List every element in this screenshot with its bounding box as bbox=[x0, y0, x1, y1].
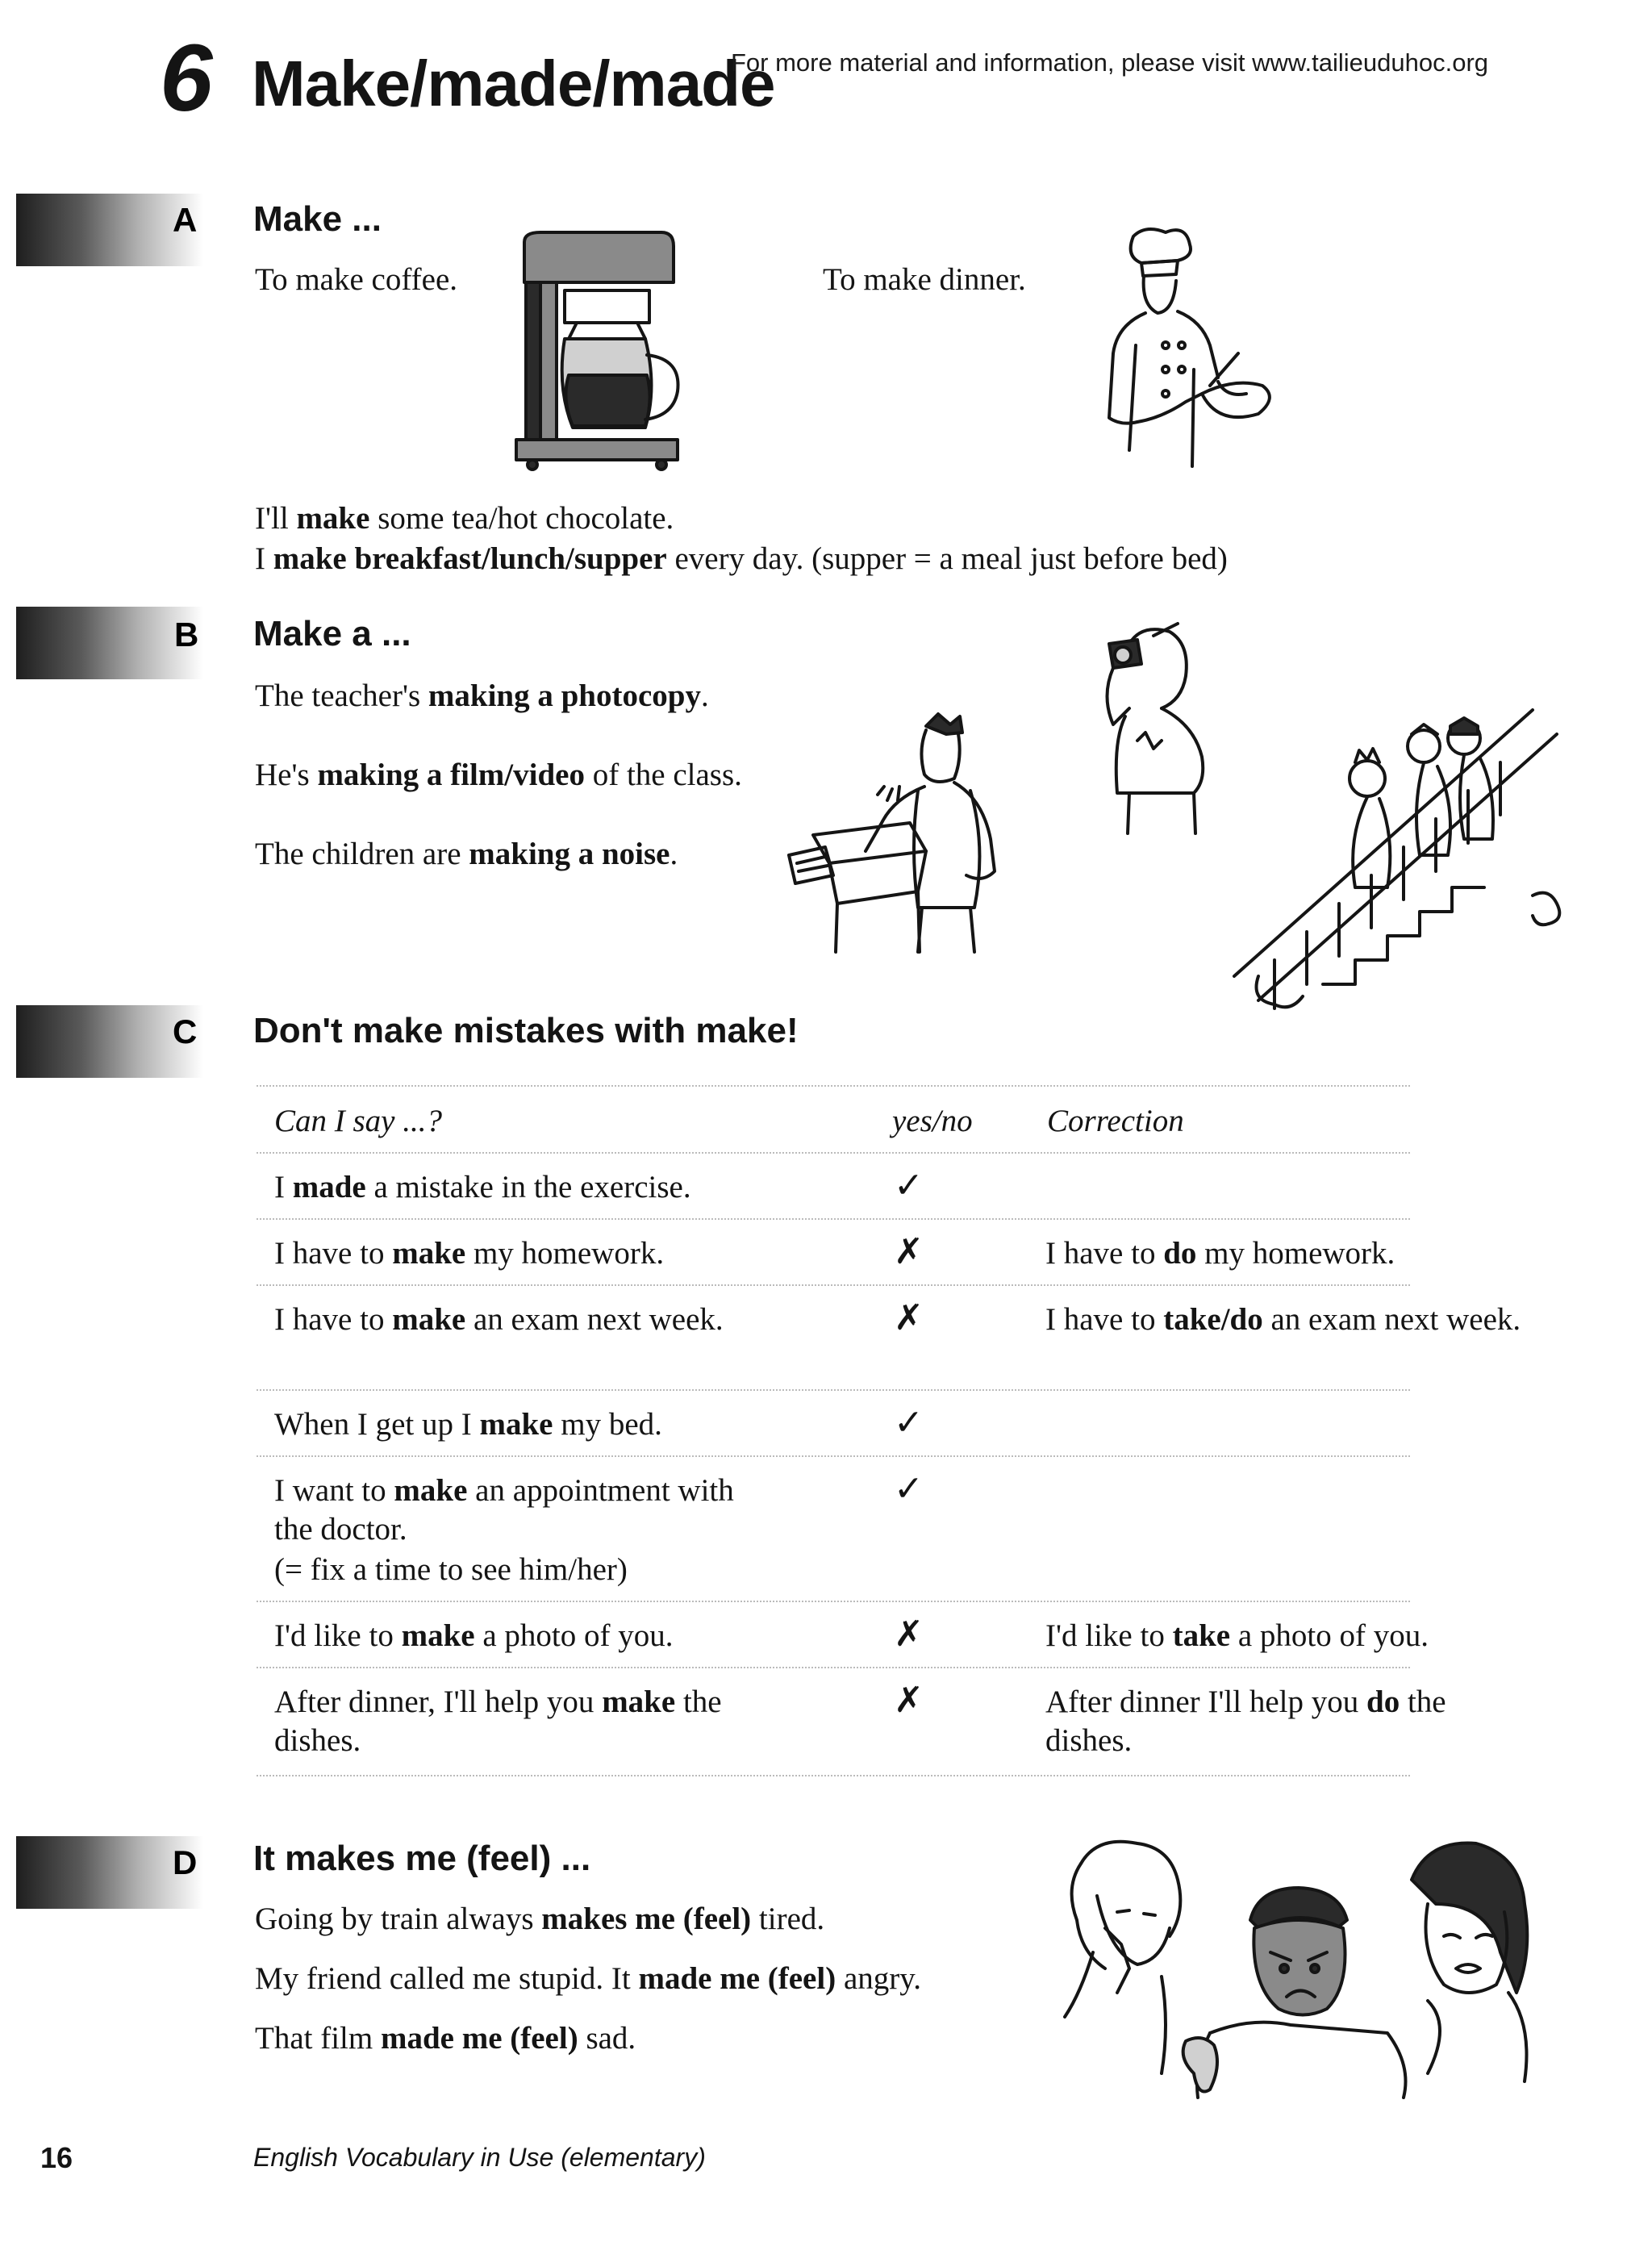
three-faces-illustration bbox=[1049, 1831, 1549, 2106]
table-rule bbox=[257, 1284, 1410, 1286]
section-a-line-2: I make breakfast/lunch/supper every day. (supper = a meal just before bed) bbox=[255, 541, 1228, 576]
unit-title: Make/made/made bbox=[252, 48, 775, 119]
table-rule bbox=[257, 1601, 1410, 1602]
coffee-maker-illustration bbox=[508, 226, 694, 476]
section-d-line-3: That film made me (feel) sad. bbox=[255, 2021, 636, 2056]
page-number: 16 bbox=[40, 2141, 73, 2174]
section-b-line-2: He's making a film/video of the class. bbox=[255, 758, 742, 792]
section-b-line-3: The children are making a noise. bbox=[255, 837, 678, 871]
section-b-letter: B bbox=[174, 616, 199, 653]
table-row-2-correction: I have to do my homework. bbox=[1045, 1236, 1395, 1271]
table-rule bbox=[257, 1389, 1410, 1391]
table-row-5-mark: ✓ bbox=[894, 1469, 924, 1509]
section-d-heading: It makes me (feel) ... bbox=[253, 1839, 591, 1878]
caption-coffee: To make coffee. bbox=[255, 262, 458, 297]
teacher-photocopier-illustration bbox=[789, 710, 1031, 960]
table-row-2-mark: ✗ bbox=[894, 1232, 924, 1271]
children-stairs-illustration bbox=[1226, 702, 1581, 1025]
table-row-2-say: I have to make my homework. bbox=[274, 1236, 665, 1271]
section-b-line-1: The teacher's making a photocopy. bbox=[255, 678, 709, 713]
column-header-yesno: yes/no bbox=[892, 1104, 973, 1138]
section-a-heading: Make ... bbox=[253, 199, 382, 239]
table-rule bbox=[257, 1085, 1410, 1087]
caption-dinner: To make dinner. bbox=[823, 262, 1026, 297]
section-a-letter: A bbox=[173, 201, 198, 239]
section-c-letter: C bbox=[173, 1012, 198, 1050]
table-row-7-mark: ✗ bbox=[894, 1680, 924, 1720]
section-d-line-2: My friend called me stupid. It made me (feel) angry. bbox=[255, 1961, 921, 1996]
table-rule bbox=[257, 1218, 1410, 1220]
table-row-7-say: After dinner, I'll help you make the dishes. bbox=[274, 1684, 722, 1759]
table-row-3-say: I have to make an exam next week. bbox=[274, 1302, 724, 1337]
table-rule bbox=[257, 1455, 1410, 1457]
section-d-line-1: Going by train always makes me (feel) tired. bbox=[255, 1902, 825, 1936]
column-header-correction: Correction bbox=[1047, 1104, 1184, 1138]
table-row-6-say: I'd like to make a photo of you. bbox=[274, 1618, 674, 1653]
table-rule bbox=[257, 1152, 1410, 1154]
unit-number: 6 bbox=[160, 25, 213, 132]
table-row-1-mark: ✓ bbox=[894, 1166, 924, 1205]
table-row-5-say: I want to make an appointment with the doctor. bbox=[274, 1473, 734, 1547]
column-header-say: Can I say ...? bbox=[274, 1104, 442, 1138]
table-row-6-mark: ✗ bbox=[894, 1614, 924, 1654]
woman-camera-illustration bbox=[1081, 620, 1226, 837]
table-row-7-correction: After dinner I'll help you do the dishes. bbox=[1045, 1684, 1446, 1759]
table-row-5-note: (= fix a time to see him/her) bbox=[274, 1552, 628, 1587]
section-d-letter: D bbox=[173, 1843, 198, 1881]
site-note: For more material and information, please visit www.tailieuduhoc.org bbox=[731, 48, 1489, 77]
book-title: English Vocabulary in Use (elementary) bbox=[253, 2143, 706, 2172]
table-row-4-say: When I get up I make my bed. bbox=[274, 1407, 662, 1442]
section-b-heading: Make a ... bbox=[253, 614, 411, 653]
table-rule bbox=[257, 1775, 1410, 1776]
table-row-6-correction: I'd like to take a photo of you. bbox=[1045, 1618, 1429, 1653]
table-row-1-say: I made a mistake in the exercise. bbox=[274, 1170, 691, 1204]
table-row-3-correction: I have to take/do an exam next week. bbox=[1045, 1302, 1521, 1337]
table-row-4-mark: ✓ bbox=[894, 1403, 924, 1442]
chef-illustration bbox=[1097, 224, 1283, 474]
section-c-heading: Don't make mistakes with make! bbox=[253, 1011, 799, 1050]
section-a-line-1: I'll make some tea/hot chocolate. bbox=[255, 501, 674, 536]
table-rule bbox=[257, 1667, 1410, 1668]
table-row-3-mark: ✗ bbox=[894, 1298, 924, 1338]
